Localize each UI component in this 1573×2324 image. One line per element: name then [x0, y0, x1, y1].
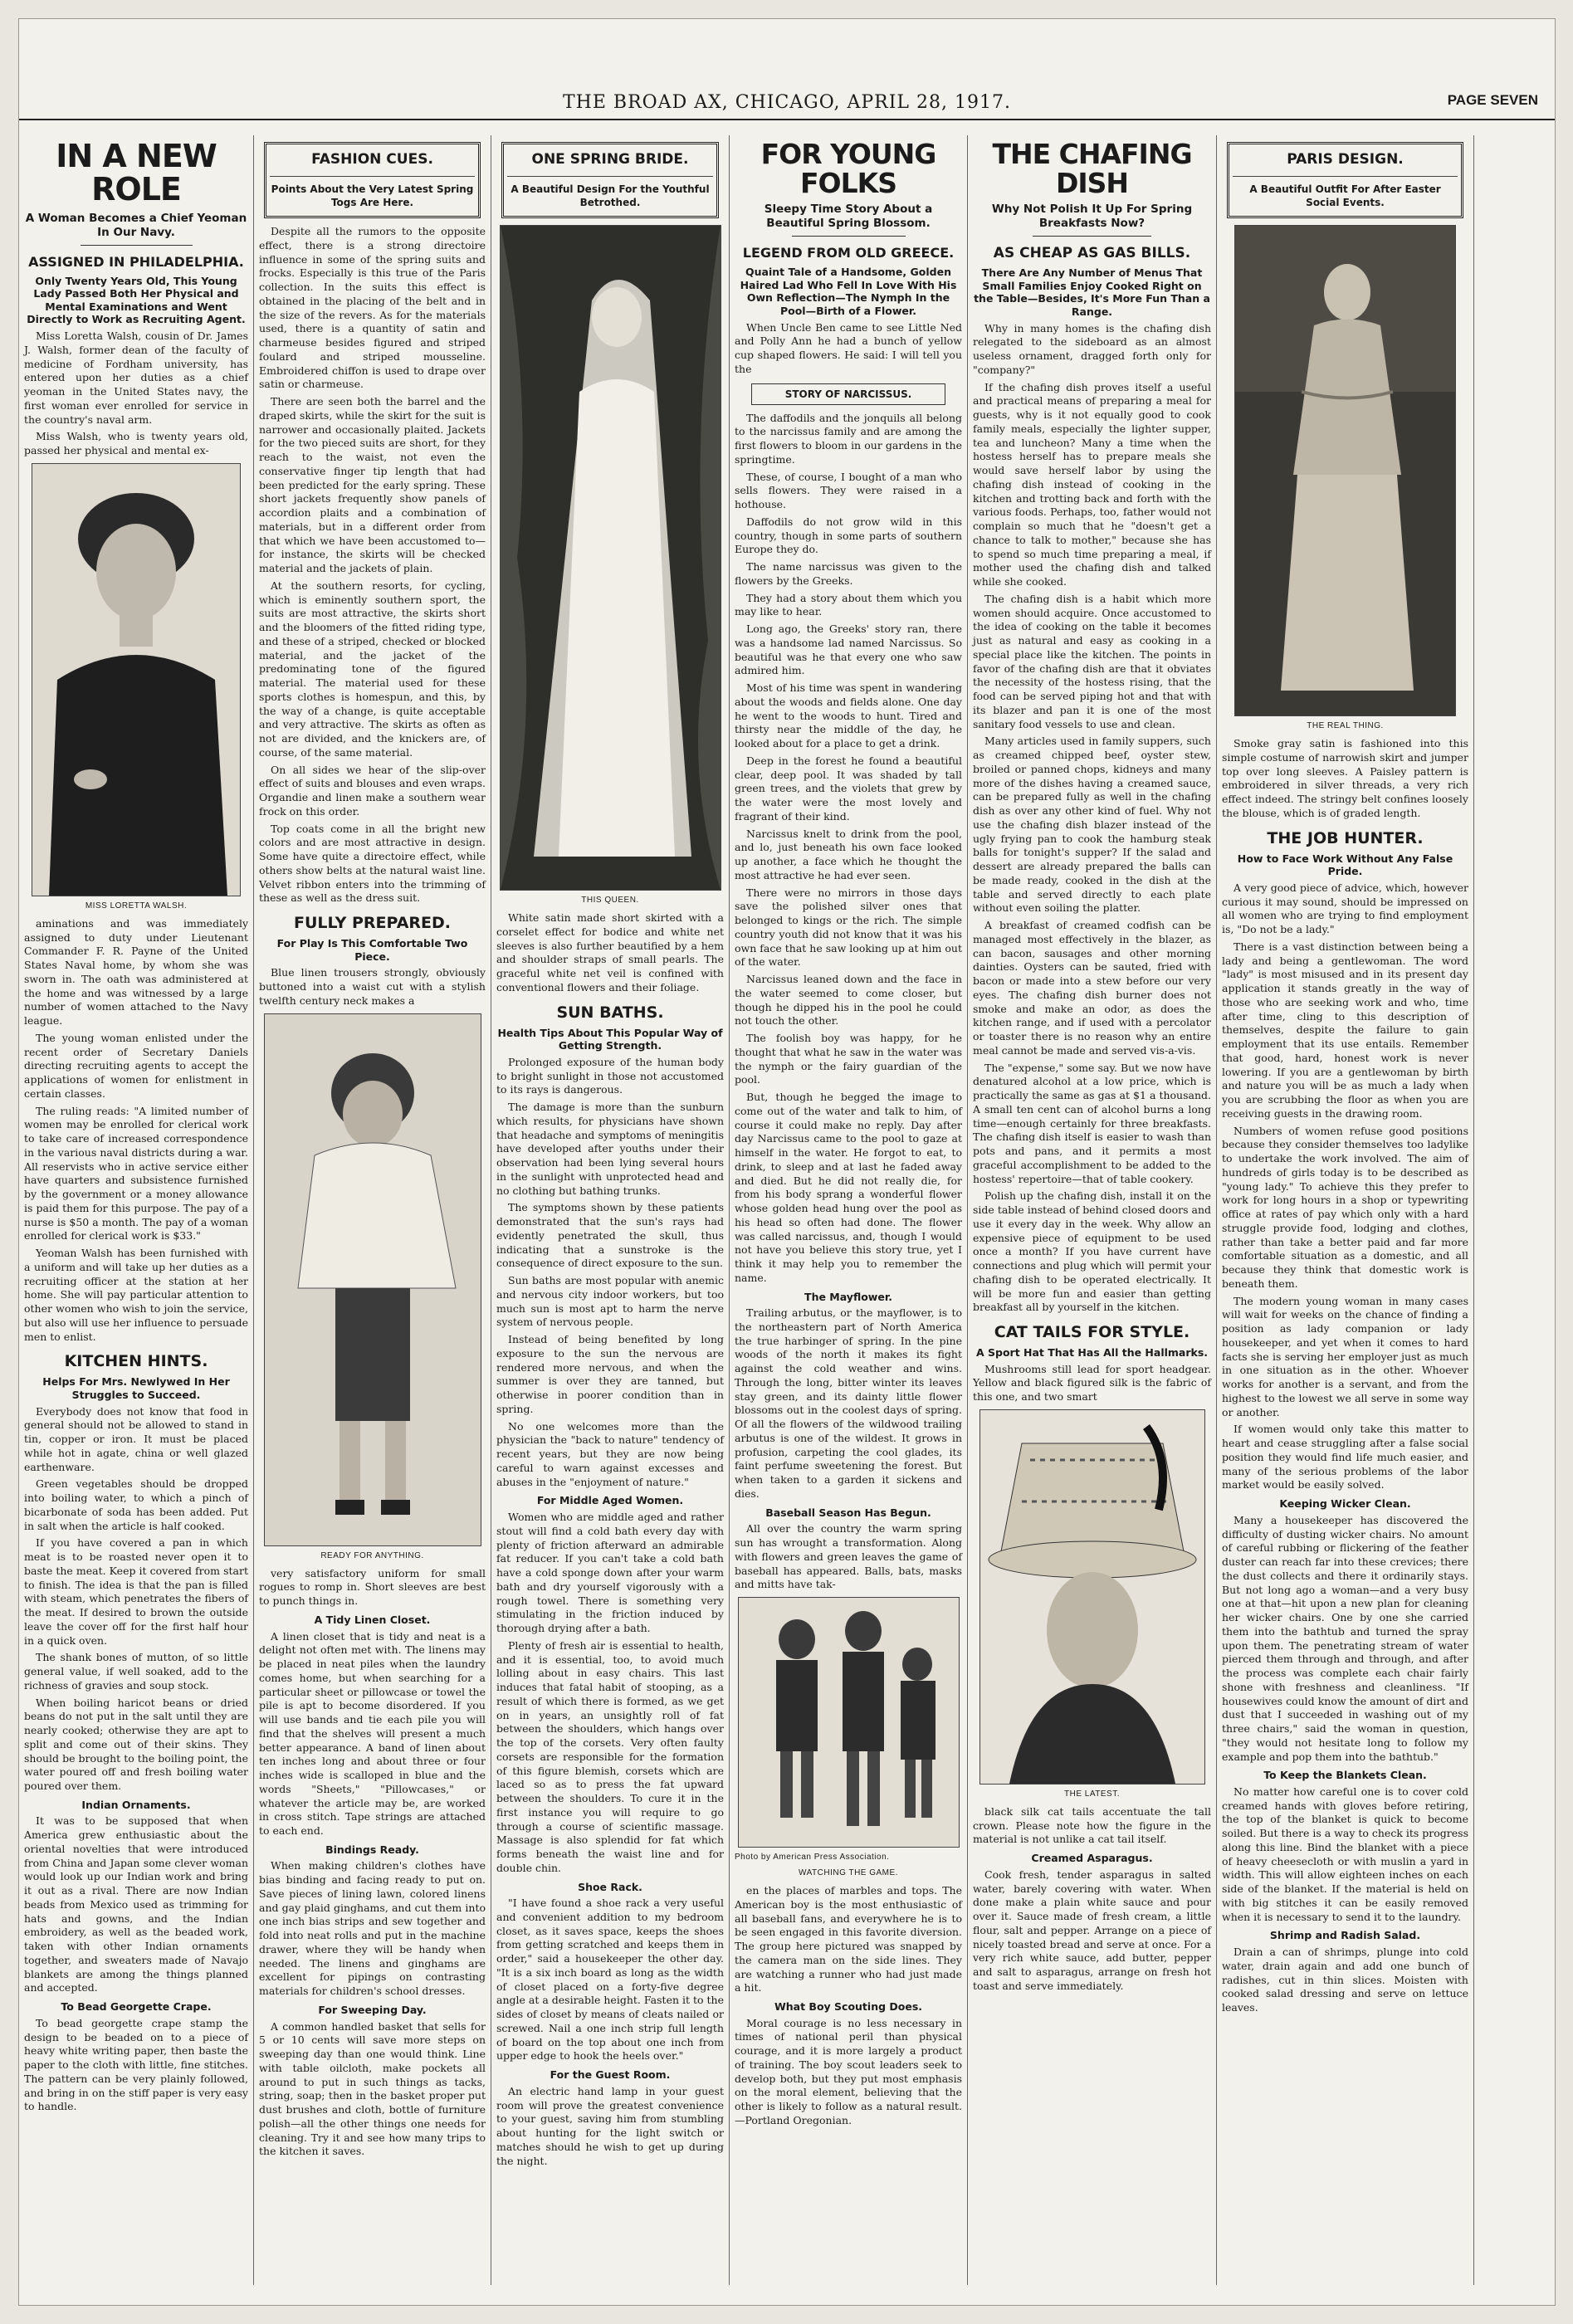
portrait-photo [32, 463, 241, 896]
section-heading: The Mayflower. [804, 1290, 892, 1303]
section-heading: Creamed Asparagus. [1031, 1852, 1153, 1865]
subheadline: AS CHEAP AS GAS BILLS. [993, 245, 1191, 262]
paragraph: There are seen both the barrel and the draped skirts, while the skirt for the suit is narrower and occasionally plaited. Jackets for the two pieced suits are short, for they reach to the waist, not even the conservative finger tip length that had been predicted for the early spring. These short jackets frequently show panels of accordion plaits and a combination of materials, but in a different order from that which we have been accustomed to—for instance, the skirts will be checked material and the jackets of plain. [259, 395, 486, 575]
paragraph: Trailing arbutus, or the mayflower, is to the northeastern part of North America the true harbinger of spring. In the pine woods of the north it makes its fight against the cold weather and wins. Through the long, bitter winter its leaves stay green, and its dainty little flower blossoms out in the coolest days of spring. Of all the flowers of the wildwood trailing arbutus is one of the wildest. It grows in profusion, carpeting the cool glades, its faint perfume sweetening the forest. But when taken to a garden it sickens and dies. [735, 1306, 962, 1500]
paragraph: At the southern resorts, for cycling, which is eminently southern sport, the suits are most attractive, the skirts short and the bloomers of the fitted riding type, and these of a striped, checked or blocked material, and the jacket of the predominating tone of the figured material. The material used for these sports clothes is homespun, and this, by the way of a change, is quite acceptable and very attractive. The skirts as often as not are divided, and the knickers are, of course, of the same material. [259, 579, 486, 759]
column-for-young-folks [729, 135, 967, 2285]
paragraph: To bead georgette crape stamp the design to be beaded on to a piece of heavy white writing paper, then baste the paper to the cloth with little, fine stitches. The pattern can be very plainly followed, and bring in on the stiff paper is very easy to handle. [24, 2016, 248, 2113]
paragraph: Prolonged exposure of the human body to bright sunlight in those not accustomed to its rays is dangerous. [496, 1055, 724, 1096]
column-spring-bride [491, 135, 729, 2285]
paragraph: These, of course, I bought of a man who sells flowers. They were raised in a hothouse. [735, 470, 962, 511]
headline: FOR YOUNG FOLKS [760, 138, 936, 199]
photo-caption: THE LATEST. [1064, 1789, 1120, 1799]
paragraph: The chafing dish is a habit which more women should acquire. Once accustomed to the idea of cooking on the table it becomes just as natural and easy as cooking in a special place like the kitchen. The points in favor of the chafing dish are that it obviates the necessity of the hostess rising, that the food can be served piping hot and that with its blazer and pan it is one of the most sanitary food vessels to use and clean. [973, 592, 1211, 730]
paragraph: Deep in the forest he found a beautiful clear, deep pool. It was shaded by tall green trees, and the violets that grew by the water were the most lovely and fragrant of their kind. [735, 754, 962, 823]
paragraph: A linen closet that is tidy and neat is a delight not often met with. The linens may be placed in neat piles when the laundry comes home, but when searching for a particular sheet or pillowcase or towel the pile is apt to become disordered. If you will use bands and tie each pile you will find that the shelves will present a much better appearance. A band of linen about ten inches long and about three or four inches wide is scalloped in blue and the words "Sheets," "Pillowcases," or whatever the article may be, are worked in cross stitch. Tape strings are attached to each end. [259, 1629, 486, 1838]
paragraph: There were no mirrors in those days save the polished silver ones that belonged to kings or the rich. The simple country youth did not know that it was his own face that he saw looking up at him out of the water. [735, 886, 962, 969]
section-heading: What Boy Scouting Does. [774, 2000, 923, 2014]
paragraph: The modern young woman in many cases will wait for weeks on the chance of finding a position as lady companion or lady housekeeper, and yet when it comes to hard facts she is serving her employer just as much in one situation as in the other. Whoever works for another is a servant, and from the highest to the lowest we all serve in some way or another. [1222, 1294, 1468, 1418]
gown-photo [1234, 225, 1456, 716]
paragraph: They had a story about them which you may like to hear. [735, 591, 962, 618]
paragraph: White satin made short skirted with a corselet effect for bodice and white net sleeves is also further beautified by a hem and shoulder straps of small pearls. The graceful white net veil is confined with conventional flowers and their foliage. [496, 911, 724, 994]
paragraph: The name narcissus was given to the flowers by the Greeks. [735, 560, 962, 587]
paragraph: very satisfactory uniform for small rogues to romp in. Short sleeves are best to punch things in. [259, 1566, 486, 1608]
paragraph: When boiling haricot beans or dried beans do not put in the salt until they are nearly cooked; otherwise they are apt to split and come out of their skins. They should be brought to the boiling point, the water poured off and fresh boiling water poured over them. [24, 1696, 248, 1793]
subheadline: Quaint Tale of a Handsome, Golden Haired Lad Who Fell In Love With His Own Reflection—The Nymph In the Pool—Birth of a Flower. [740, 266, 957, 317]
photo-caption: READY FOR ANYTHING. [320, 1550, 424, 1560]
paragraph: Why in many homes is the chafing dish relegated to the sideboard as an almost useless ornament, dragged forth only for "company?" [973, 321, 1211, 376]
subheadline: Why Not Polish It Up For Spring Breakfasts Now? [991, 203, 1193, 231]
subheadline: A Beautiful Outfit For After Easter Social Events. [1233, 176, 1458, 209]
section-heading: To Bead Georgette Crape. [61, 2000, 212, 2014]
paragraph: en the places of marbles and tops. The American boy is the most enthusiastic of all baseball fans, and everywhere he is to be seen engaged in this favorite diversion. The group here pictured was snapped by the camera man on the side lines. They are watching a runner who had just made a hit. [735, 1884, 962, 1994]
section-subheading: Health Tips About This Popular Way of Getting Strength. [497, 1026, 723, 1052]
paragraph: black silk cat tails accentuate the tall crown. Please note how the figure in the material is not unlike a cat tail itself. [973, 1804, 1211, 1846]
paragraph: Smoke gray satin is fashioned into this simple costume of narrowish skirt and jumper top over long sleeves. A Paisley pattern is embroidered in silver threads, a very rich effect indeed. The stringy belt confines loosely the blouse, which is of graded length. [1222, 737, 1468, 819]
headline: IN A NEW ROLE [56, 138, 217, 208]
headline: THE CHAFING DISH [992, 138, 1192, 199]
paragraph: aminations and was immediately assigned to duty under Lieutenant Commander F. R. Payne of the United States Naval home, by whom she was sworn in. The oath was administered at the home and was witnessed by a large number of women attached to the Navy league. [24, 916, 248, 1028]
paragraph: Instead of being benefited by long exposure to the sun the nervous are rendered more nervous, and when the summer is over they are tanned, but otherwise in poorer condition than in spring. [496, 1333, 724, 1415]
section-heading: THE JOB HUNTER. [1267, 828, 1424, 847]
paragraph: If women would only take this matter to heart and cease struggling after a false social position they would find life much easier, and many of the serious problems of the labor market would be easily solved. [1222, 1423, 1468, 1492]
section-heading: Keeping Wicker Clean. [1279, 1497, 1411, 1511]
paragraph: Cook fresh, tender asparagus in salted water, barely covering with water. When done make a plain white sauce and pour over it. Sauce made of fresh cream, a little flour, salt and pepper. Arrange on a piece of nicely toasted bread and serve at once. For a very rich white sauce, add butter, pepper and salt to asparagus, arrange on fresh hot toast and serve immediately. [973, 1868, 1211, 1992]
paragraph: Despite all the rumors to the opposite effect, there is a strong directoire influence in some of the spring suits and frocks. Especially is this true of the Paris collection. In the suits this effect is obtained in the placing of the belt and in the size of the revers. As for the materials used, there is a quantity of satin and charmeuse besides figured and striped foulard and striped mousseline. Embroidered chiffon is used to drape over satin or charmeuse. [259, 225, 486, 391]
paragraph: Many articles used in family suppers, such as creamed chipped beef, oyster stew, broiled or panned chops, kidneys and many more of the dishes having a creamed sauce, can be prepared fully as well in the chafing dish as over any other kind of fuel. Why not use the chafing dish blazer instead of the ugly frying pan to cook the hamburg steak balls for tonight's supper? If the salad and dessert are already prepared the balls can be made ready, cooked in the dish at the table and served directly to each plate without even soiling the platter. [973, 735, 1211, 915]
paragraph: When Uncle Ben came to see Little Ned and Polly Ann he had a bunch of yellow cup shaped flowers. He said: I will tell you the [735, 320, 962, 375]
divider [792, 236, 906, 237]
divider [81, 245, 193, 246]
paragraph: It was to be supposed that when America grew enthusiastic about the oriental novelties that were introduced from China and Japan some clever woman would look up our Indian work and bring it out as a rival. There are now Indian beads from Mexico used as trimming for hats and gowns, and the Indian embroidery, as well as the beaded work, taken with other Indian ornaments together, and sweaters made of Navajo blankets are among the things planned and accepted. [24, 1814, 248, 1994]
boxed-headline [1227, 142, 1463, 218]
section-heading: For the Guest Room. [550, 2068, 671, 2082]
paragraph: Green vegetables should be dropped into boiling water, to which a pinch of bicarbonate of soda has been added. Put in salt when the article is half cooked. [24, 1477, 248, 1532]
masthead-rule [19, 119, 1555, 120]
section-subheading: Helps For Mrs. Newlywed In Her Struggles to Succeed. [42, 1375, 230, 1401]
paragraph: The young woman enlisted under the recent order of Secretary Daniels directing recruiting agents to accept the applications of women for enlistment in certain classes. [24, 1031, 248, 1100]
subheadline: Sleepy Time Story About a Beautiful Spring Blossom. [764, 203, 933, 231]
section-heading: A Tidy Linen Closet. [314, 1613, 431, 1626]
paragraph: Everybody does not know that food in general should not be allowed to stand in tin, copper or iron. It must be placed while hot in agate, china or well glazed earthenware. [24, 1404, 248, 1473]
paragraph: Moral courage is no less necessary in times of national peril than physical courage, and it is more largely a product of training. The boy scout leaders seek to develop both, but they put most emphasis on the moral element, believing that the other is likely to follow as a natural result.—Portland Oregonian. [735, 2016, 962, 2126]
paragraph: The shank bones of mutton, of so little general value, if well soaked, add to the richness of gravies and soup stock. [24, 1651, 248, 1692]
paragraph: A breakfast of creamed codfish can be managed most effectively in the blazer, as can bacon, sausages and other morning dainties. Oysters can be sauted, fried with bacon or made into a stew before our very eyes. The chafing dish burner does not smoke and make an odor, as does the kitchen range, and if used with a percolator or toaster there is no reason why an entire meal cannot be made and served vis-a-vis. [973, 919, 1211, 1057]
column-in-a-new-role [19, 135, 253, 2285]
headline: FASHION CUES. [311, 151, 433, 168]
subheadline: A Woman Becomes a Chief Yeoman In Our Navy. [25, 211, 247, 239]
section-heading: To Keep the Blankets Clean. [1263, 1769, 1427, 1782]
paragraph: If the chafing dish proves itself a useful and practical means of preparing a meal for guests, why is it not equally good to cook family meals, especially the lighter supper, tea and luncheon? Many a time when the hostess herself has to prepare meals she would save herself labor by using the chafing dish instead of cooking in the kitchen and trotting back and forth with the various foods. Perhaps, too, father would not complain so much that he "doesn't get a chance to talk to mother," because she has to spend so much time preparing a meal, if mother used the chafing dish and talked while she cooked. [973, 380, 1211, 588]
masthead [19, 19, 1555, 135]
paragraph: Polish up the chafing dish, install it on the side table instead of behind closed doors and use it every day in the week. Why allow an expensive piece of equipment to be used once a month? If you have current have connections and plug which will permit your chafing dish to be operated electrically. It will be more fun and easier than getting breakfast all by yourself in the kitchen. [973, 1189, 1211, 1314]
page-number: PAGE SEVEN [1447, 92, 1538, 108]
section-heading: Bindings Ready. [325, 1843, 419, 1856]
paragraph: When making children's clothes have bias binding and facing ready to put on. Save pieces of lining lawn, colored linens and gay plaid ginghams, and cut them into one inch bias strips and sew together and fold into neat rolls and put in the machine drawer, where they will be handy when needed. The linens and ginghams are excellent for pipings on contrasting materials for children's school dresses. [259, 1859, 486, 1998]
column-paris-design [1216, 135, 1473, 2285]
section-heading: Shoe Rack. [578, 1880, 642, 1893]
story-title-box: STORY OF NARCISSUS. [751, 383, 945, 405]
paragraph: The foolish boy was happy, for he thought that what he saw in the water was the nymph or the fairy guardian of the pool. [735, 1032, 962, 1086]
paragraph: An electric hand lamp in your guest room will prove the greatest convenience to your guest, saving him from stumbling about hunting for the light switch or matches should he wish to get up during the night. [496, 2084, 724, 2167]
paragraph: The symptoms shown by these patients demonstrated that the sun's rays had evidently penetrated the skull, thus indicating that a sunstroke is the consequence of direct exposure to the sun. [496, 1201, 724, 1270]
photo-caption: THIS QUEEN. [581, 896, 639, 906]
paragraph: On all sides we hear of the slip-over effect of suits and blouses and even wraps. Organdie and linen make a southern wear frock on this order. [259, 763, 486, 818]
paragraph: The daffodils and the jonquils all belong to the narcissus family and are among the first flowers to bloom in our gardens in the springtime. [735, 411, 962, 466]
paragraph: No one welcomes more than the physician the "back to nature" tendency of recent years, but they are now being careful to warn against excesses and abuses in the "enjoyment of nature." [496, 1419, 724, 1488]
column-fashion-cues [253, 135, 491, 2285]
paragraph: Numbers of women refuse good positions because they consider themselves too ladylike to undertake the work involved. The aim of hundreds of girls today is to be described as "young lady." To achieve this they prefer to work for long hours in a shop or typewriting office at rates of pay which only with a hard struggle provide food, lodging and clothes, rather than take a better paid and far more comfortable situation as a domestic, and all because they think that domestic work is beneath them. [1222, 1124, 1468, 1290]
subheadline: A Beautiful Design For the Youthful Betrothed. [507, 176, 713, 209]
paragraph: Sun baths are most popular with anemic and nervous city indoor workers, but too much sun is most apt to harm the nerve system of nervous people. [496, 1274, 724, 1329]
newspaper-page [18, 18, 1556, 2306]
paragraph: Yeoman Walsh has been furnished with a uniform and will take up her duties as a recruiting officer at the station at her home. She will pay particular attention to other women who wish to join the service, but also will use her influence to persuade men to enlist. [24, 1247, 248, 1343]
paragraph: But, though he begged the image to come out of the water and talk to him, of course it could make no reply. Day after day Narcissus came to the pool to gaze at himself in the water. He forgot to eat, to drink, to sleep and at last he faded away and died. But he did not really die, for from his body sprang a wonderful flower whose golden head hung over the pool as his head so often had done. The flower was called narcissus, and, though I would not have you believe this story true, yet I think it may help you to remember the name. [735, 1091, 962, 1284]
bride-photo [500, 225, 721, 891]
section-heading: FULLY PREPARED. [293, 914, 452, 933]
blank-margin [1473, 135, 1556, 2285]
paragraph: The "expense," some say. But we now have denatured alcohol at a low price, which is practically the same as gas at $1 a thousand. A small ten cent can of alcohol burns a long time—enough certainly for three breakfasts. The chafing dish itself is easier to wash than pots and pans, and it permits a most graceful accomplishment to be added to the hostess' repertoire—that of table cookery. [973, 1061, 1211, 1185]
section-heading: Shrimp and Radish Salad. [1269, 1929, 1421, 1942]
paragraph: No matter how careful one is to cover cold creamed hands with gloves before retiring, the top of the blanket is quick to become soiled. But there is a way to check its progress along this line. Bind the blanket with a piece of heavy cheesecloth or with muslin a yard in width. This will allow eighteen inches on each side of the blanket. If the material is held on with big stitches it can be easily removed when it is necessary to send it to the laundry. [1222, 1784, 1468, 1923]
paragraph: Narcissus leaned down and the face in the water seemed to come closer, but though he dipped his in the pool he could not touch the other. [735, 973, 962, 1028]
section-subheading: For Play Is This Comfortable Two Piece. [276, 937, 468, 963]
paragraph: Miss Loretta Walsh, cousin of Dr. James J. Walsh, former dean of the faculty of medicine of Fordham university, has entered upon her duties as a chief yeoman in the United States navy, the first woman ever enrolled for service in the country's naval arm. [24, 330, 248, 426]
section-heading: For Sweeping Day. [318, 2003, 427, 2016]
hat-photo [979, 1409, 1205, 1784]
page-title: THE BROAD AX, CHICAGO, APRIL 28, 1917. [563, 92, 1011, 113]
section-subheading: A Sport Hat That Has All the Hallmarks. [975, 1346, 1209, 1360]
paragraph: Mushrooms still lead for sport headgear. Yellow and black figured silk is the fabric of this one, and two smart [973, 1362, 1211, 1404]
paragraph: The ruling reads: "A limited number of women may be enrolled for clerical work to take care of increased correspondence in the various naval districts during a war. All reservists who in active service either have quarters and subsistence furnished by the government or a money allowance is paid them for this purpose. The pay of a nurse is $50 a month. The pay of a woman enrolled for clerical work is $33." [24, 1104, 248, 1243]
photo-caption: WATCHING THE GAME. [799, 1868, 898, 1878]
boxed-headline [501, 142, 719, 218]
paragraph: Plenty of fresh air is essential to health, and it is essential, too, to avoid much lolling about in easy chairs. This last induces that fatal habit of stooping, as a result of which there is formed, as we get on in years, an unsightly roll of fat between the shoulders, which hangs over the top of the corsets. Very often faulty corsets are responsible for the formation of this figure blemish, corsets which are laced so as to press the fat upward between the shoulders. To cure it in the first instance you will require to go through a course of scientific massage. Massage is also splendid for fat which forms beneath the waist line and for double chin. [496, 1638, 724, 1874]
headline: ONE SPRING BRIDE. [531, 151, 689, 168]
paragraph: Drain a can of shrimps, plunge into cold water, drain again and add one bunch of radishes, cut in thin slices. Moisten with cooked salad dressing and serve on lettuce leaves. [1222, 1946, 1468, 2014]
paragraph: There is a vast distinction between being a lady and being a gentlewoman. The word "lady" is most misused and in its present day application it stands greatly in the way of those who are seeking work and who, time after time, cling to this description of themselves, despite the failure to gain employment that its use entails. Remember that good, hard, honest work is never lowering. If you are a gentlewoman by birth and nature you will be as much a lady when you are scrubbing the floor as when you are receiving guests in the drawing room. [1222, 940, 1468, 1120]
photo-credit: Photo by American Press Association. [735, 1853, 890, 1863]
subheadline: There Are Any Number of Menus That Small Families Enjoy Cooked Right on the Table—Besides, It's More Fun Than a Range. [974, 266, 1210, 318]
section-heading: Indian Ornaments. [81, 1798, 191, 1811]
paragraph: All over the country the warm spring sun has wrought a transformation. Along with flowers and green leaves the game of baseball has appeared. Balls, bats, masks and mitts have tak- [735, 1522, 962, 1591]
subheadline: LEGEND FROM OLD GREECE. [742, 245, 955, 261]
divider [1033, 236, 1152, 237]
paragraph: Most of his time was spent in wandering about the woods and fields alone. One day he went to the woods to hunt. Tired and thirsty near the middle of the day, he looked about for a place to get a drink. [735, 681, 962, 750]
headline: PARIS DESIGN. [1287, 151, 1404, 168]
column-chafing-dish [967, 135, 1216, 2285]
boxed-headline [264, 142, 481, 218]
paragraph: Daffodils do not grow wild in this country, though in some parts of southern Europe they do. [735, 515, 962, 556]
paragraph: Many a housekeeper has discovered the difficulty of dusting wicker chairs. No amount of careful rubbing or flickering of the feather duster can reach far into these crevices; there the dust collects and there it ordinarily stays. But not long ago a woman—and a very busy one at that—hit upon a new plan for cleaning her wicker chairs. One by one she carried them into the bathtub and turned the spray upon them. The penetrating stream of water pierced them through and through, and after the process was complete each chair fairly shone with freshness and cleanliness. "If housewives could know the amount of dirt and dust that I succeeded in washing out of my three chairs," said the woman in question, "they would not hesitate long to follow my example and pop them into the bathtub." [1222, 1513, 1468, 1763]
paragraph: Women who are middle aged and rather stout will find a cold bath every day with plenty of friction afterward an admirable fat reducer. If you can't take a cold bath have a cold sponge down after your warm bath and dry yourself vigorously with a rough towel. There is something very stimulating in the friction induced by thorough drying after a bath. [496, 1511, 724, 1635]
boys-photo [738, 1597, 960, 1848]
paragraph: Miss Walsh, who is twenty years old, passed her physical and mental ex- [24, 430, 248, 457]
subheadline: ASSIGNED IN PHILADELPHIA. [28, 253, 244, 270]
subheadline: Points About the Very Latest Spring Togs Are Here. [270, 176, 475, 209]
section-heading: SUN BATHS. [556, 1003, 664, 1022]
paragraph: The damage is more than the sunburn which results, for physicians have shown that headache and symptoms of meningitis have developed after youths under their observation had been lying several hours in the sunlight with unprotected head and no clothing but bathing trunks. [496, 1101, 724, 1197]
section-heading: KITCHEN HINTS. [64, 1352, 208, 1371]
paragraph: A common handled basket that sells for 5 or 10 cents will save more steps on sweeping day than one would think. Line with table oilcloth, make pockets all around to put in such things as tacks, string, soap; then in the basket proper put dust brushes and cloth, bottle of furniture polish—all the other things one needs for cleaning. Try it and see how many trips to the kitchen it saves. [259, 2019, 486, 2158]
paragraph: Narcissus knelt to drink from the pool, and lo, just beneath his own face looked up another, a face which he thought the most attractive he had ever seen. [735, 827, 962, 881]
paragraph: If you have covered a pan in which meat is to be roasted never open it to baste the meat. Keep it covered from start to finish. The idea is that the pan is filled with steam, which penetrates the fibers of the meat. If desired to brown the outside leave the cover off for the first half hour in a quick oven. [24, 1536, 248, 1647]
paragraph: Long ago, the Greeks' story ran, there was a handsome lad named Narcissus. So beautiful was he that every one who saw admired him. [735, 622, 962, 677]
section-heading: CAT TAILS FOR STYLE. [994, 1323, 1190, 1342]
subheadline: Only Twenty Years Old, This Young Lady Passed Both Her Physical and Mental Examinations and Went Directly to Work as Recruiting Agent. [27, 274, 246, 326]
paragraph: Blue linen trousers strongly, obviously buttoned into a waist cut with a stylish twelfth century neck makes a [259, 966, 486, 1007]
paragraph: A very good piece of advice, which, however curious it may sound, should be impressed on all women who are trying to find employment is, "Do not be a lady." [1222, 881, 1468, 936]
section-heading: Baseball Season Has Begun. [765, 1506, 931, 1519]
section-heading: For Middle Aged Women. [536, 1494, 684, 1507]
photo-caption: MISS LORETTA WALSH. [85, 901, 188, 911]
section-subheading: How to Face Work Without Any False Pride. [1237, 852, 1453, 878]
paragraph: Top coats come in all the bright new colors and are most attractive in design. Some have quite a directoire effect, while others show belts at the natural waist line. Velvet ribbon enters into the trimming of these as well as the dress suit. [259, 822, 486, 905]
paragraph: "I have found a shoe rack a very useful and convenient addition to my bedroom closet, as it saves space, keeps the shoes from getting scratched and keeps them in order," said a housekeeper the other day. "It is a six inch board as long as the width of closet placed on a forty-five degree angle at a desirable height. Fasten it to the sides of closet by means of cleats nailed or screwed. Nail a one inch strip full length of board on the top about one inch from upper edge to hook the heels over." [496, 1897, 724, 2063]
photo-caption: THE REAL THING. [1307, 721, 1384, 731]
child-photo [264, 1013, 481, 1546]
